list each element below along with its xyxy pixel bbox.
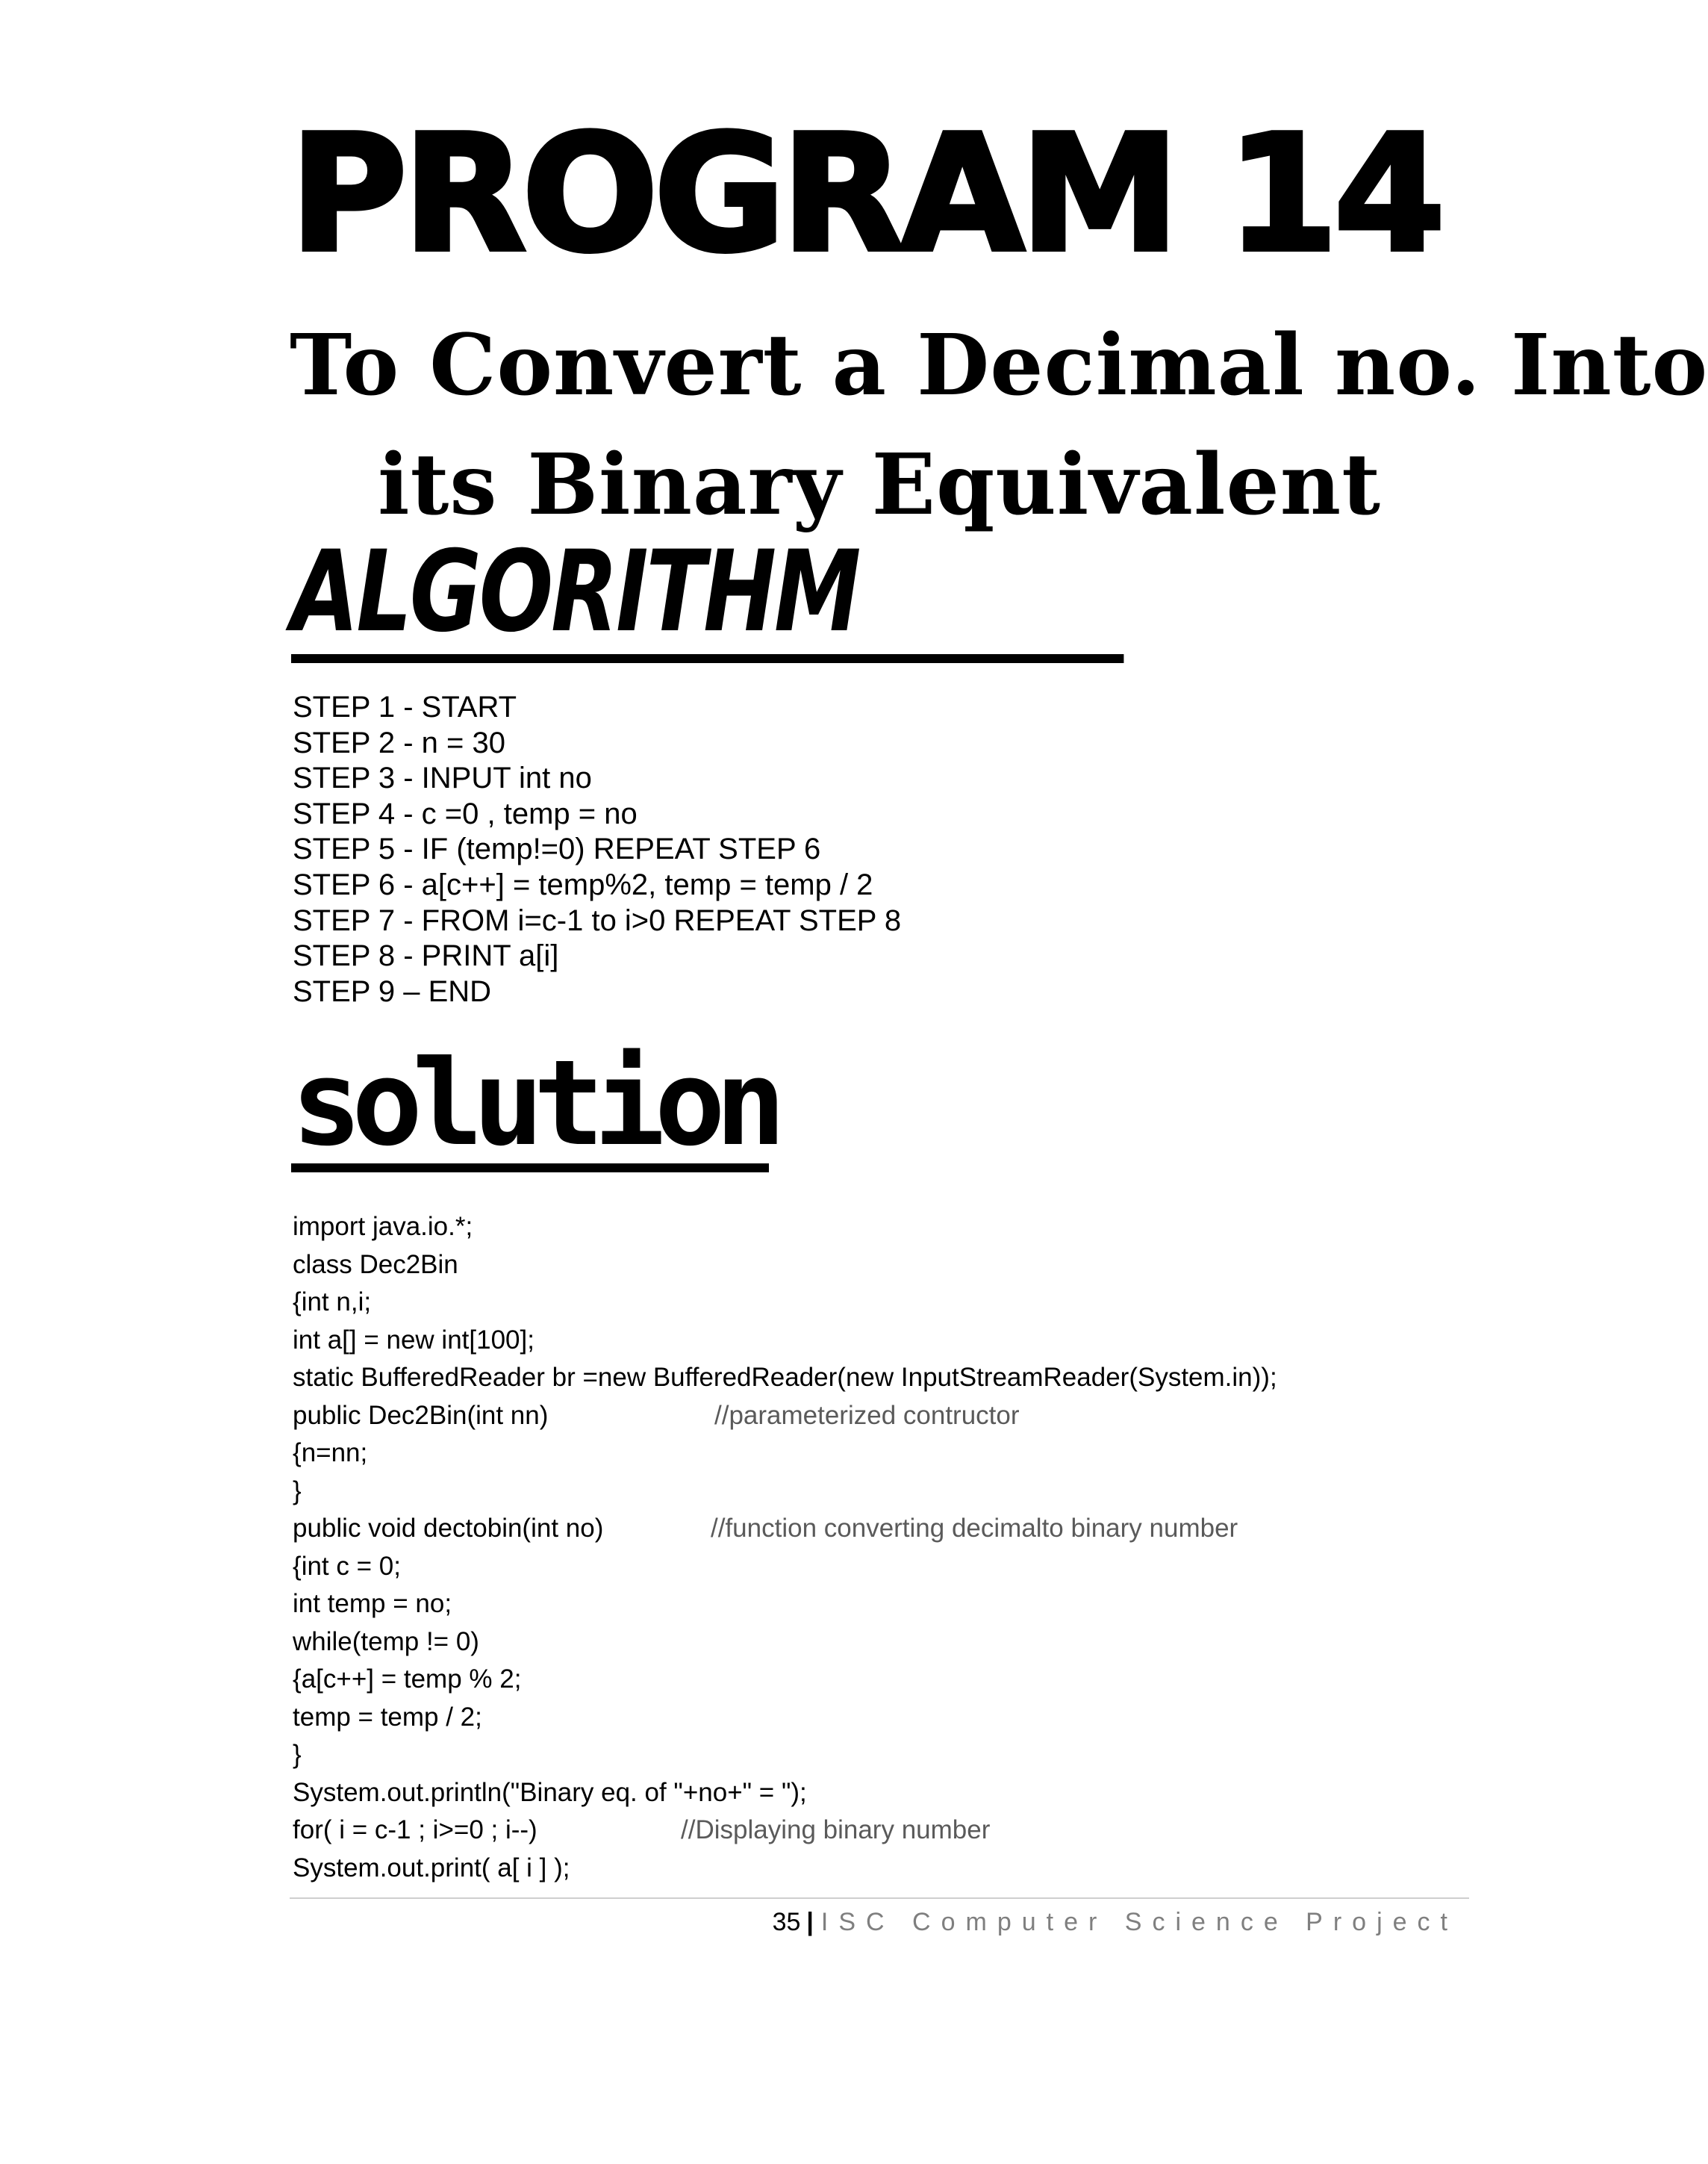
algorithm-step: STEP 5 - IF (temp!=0) REPEAT STEP 6 (293, 833, 821, 866)
subtitle-line-1: To Convert a Decimal no. Into (290, 317, 1708, 414)
code-text: } (293, 1740, 302, 1769)
program-title: PROGRAM 14 (290, 100, 1441, 287)
code-line (293, 1623, 1277, 1661)
code-text: public Dec2Bin(int nn) (293, 1400, 549, 1430)
code-line (293, 1812, 1277, 1850)
code-line (293, 1397, 1277, 1435)
code-line (293, 1434, 1277, 1473)
algorithm-step: STEP 7 - FROM i=c-1 to i>0 REPEAT STEP 8 (293, 904, 902, 937)
code-text: int a[] = new int[100]; (293, 1325, 534, 1355)
code-listing (293, 1208, 1277, 1887)
code-text: for( i = c-1 ; i>=0 ; i--) (293, 1815, 537, 1844)
code-line (293, 1510, 1277, 1548)
subtitle-line-2: its Binary Equivalent (378, 436, 1381, 534)
code-text: {int n,i; (293, 1287, 372, 1316)
code-line (293, 1661, 1277, 1699)
code-line (293, 1473, 1277, 1511)
page-footer (773, 1906, 1458, 1938)
code-text: } (293, 1476, 302, 1505)
code-text: temp = temp / 2; (293, 1702, 482, 1732)
page-number: 35 (772, 1908, 801, 1936)
code-comment: //Displaying binary number (681, 1815, 991, 1844)
algorithm-step: STEP 4 - c =0 , temp = no (293, 797, 638, 830)
code-line (293, 1208, 1277, 1246)
algorithm-step: STEP 8 - PRINT a[i] (293, 939, 559, 973)
code-text: public void dectobin(int no) (293, 1514, 604, 1543)
algorithm-step: STEP 6 - a[c++] = temp%2, temp = temp / 2 (293, 868, 873, 901)
code-text: System.out.print( a[ i ] ); (293, 1853, 570, 1882)
algorithm-step: STEP 1 - START (293, 691, 517, 724)
algorithm-step: STEP 9 – END (293, 974, 492, 1008)
project-title: ISC Computer Science Project (820, 1908, 1458, 1936)
footer-separator: | (806, 1908, 814, 1936)
code-text: {a[c++] = temp % 2; (293, 1664, 522, 1694)
code-text: import java.io.*; (293, 1212, 473, 1241)
code-text: class Dec2Bin (293, 1249, 458, 1279)
code-line (293, 1359, 1277, 1397)
code-line (293, 1246, 1277, 1284)
code-text: while(temp != 0) (293, 1626, 479, 1656)
solution-heading: solution (291, 1035, 776, 1172)
code-line (293, 1736, 1277, 1774)
code-text: {n=nn; (293, 1438, 368, 1467)
code-line (293, 1699, 1277, 1737)
footer-rule (290, 1897, 1469, 1899)
code-line (293, 1850, 1277, 1888)
code-text: System.out.println("Binary eq. of "+no+" = "); (293, 1777, 807, 1807)
algorithm-heading: ALGORITHM (291, 536, 1123, 663)
code-text: {int c = 0; (293, 1551, 401, 1581)
code-line (293, 1774, 1277, 1812)
code-line (293, 1585, 1277, 1623)
code-line (293, 1284, 1277, 1322)
algorithm-step: STEP 2 - n = 30 (293, 726, 505, 759)
code-text: int temp = no; (293, 1589, 452, 1618)
code-comment: //parameterized contructor (714, 1400, 1020, 1430)
code-comment: //function converting decimalto binary number (711, 1514, 1238, 1543)
algorithm-steps (293, 690, 901, 1010)
code-line (293, 1322, 1277, 1360)
algorithm-step: STEP 3 - INPUT int no (293, 762, 592, 795)
code-line (293, 1548, 1277, 1586)
code-text: static BufferedReader br =new BufferedReader(new InputStreamReader(System.in)); (293, 1363, 1277, 1392)
